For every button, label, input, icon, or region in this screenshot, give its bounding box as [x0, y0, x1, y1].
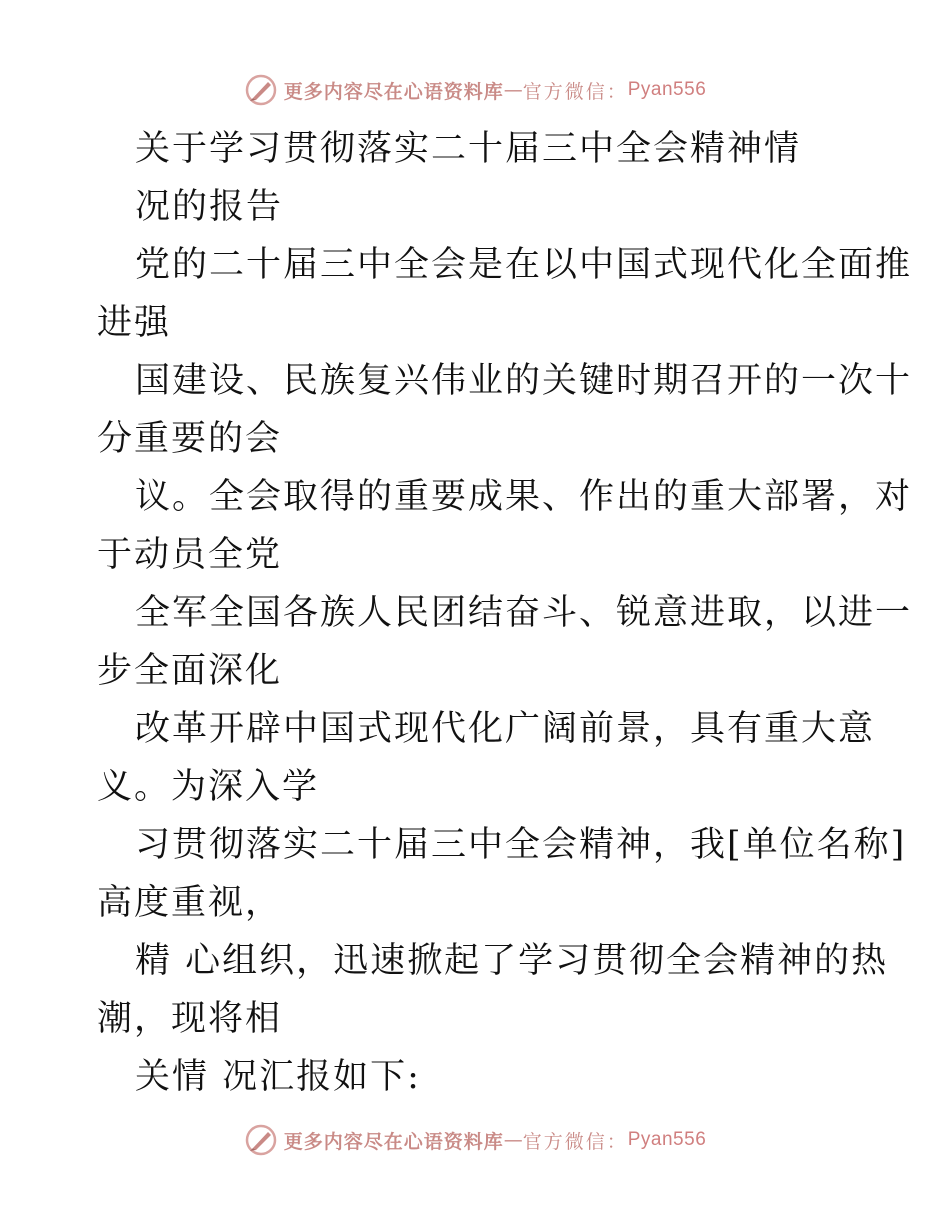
paragraph-line: 步全面深化 [97, 651, 283, 691]
paragraph-line: 潮，现将相 [97, 999, 283, 1039]
paragraph-line: 国建设、民族复兴伟业的关键时期召开的一次十 [135, 361, 913, 401]
watermark-wechat-label: 官方微信： [522, 1130, 628, 1153]
paragraph-line: 高度重视， [97, 883, 283, 923]
document-title-line-1: 关于学习贯彻落实二十届三中全会精神情 [135, 129, 802, 169]
footer-watermark [0, 1120, 950, 1160]
paragraph-line: 义。为深入学 [97, 767, 320, 807]
paragraph-line: 于动员全党 [97, 535, 283, 575]
watermark-wechat-id: Pyan556 [627, 79, 707, 100]
paragraph-line: 议。全会取得的重要成果、作出的重大部署，对 [135, 477, 913, 517]
paragraph-line: 全军全国各族人民团结奋斗、锐意进取，以进一 [135, 593, 913, 633]
paragraph-line: 分重要的会 [97, 419, 283, 459]
paragraph-line: 党的二十届三中全会是在以中国式现代化全面推 [135, 245, 913, 285]
document-title-line-2: 况的报告 [135, 187, 284, 227]
watermark-dash: — [503, 1129, 523, 1151]
paragraph-line: 关情 况汇报如下: [135, 1057, 421, 1097]
quill-pen-logo-icon [244, 73, 278, 107]
paragraph-line: 进强 [97, 303, 172, 343]
paragraph-line: 改革开辟中国式现代化广阔前景，具有重大意 [135, 709, 876, 749]
paragraph-line: 习贯彻落实二十届三中全会精神，我[单位名称] [135, 825, 907, 865]
paragraph-line: 精 心组织，迅速掀起了学习贯彻全会精神的热 [135, 941, 889, 981]
watermark-wechat-id: Pyan556 [627, 1129, 707, 1150]
quill-pen-logo-icon [244, 1123, 278, 1157]
watermark-dash: — [503, 79, 523, 101]
watermark-main-text: 更多内容尽在心语资料库 [283, 1130, 504, 1153]
watermark-wechat-label: 官方微信： [522, 80, 628, 103]
header-watermark [0, 70, 950, 110]
watermark-main-text: 更多内容尽在心语资料库 [283, 80, 504, 103]
